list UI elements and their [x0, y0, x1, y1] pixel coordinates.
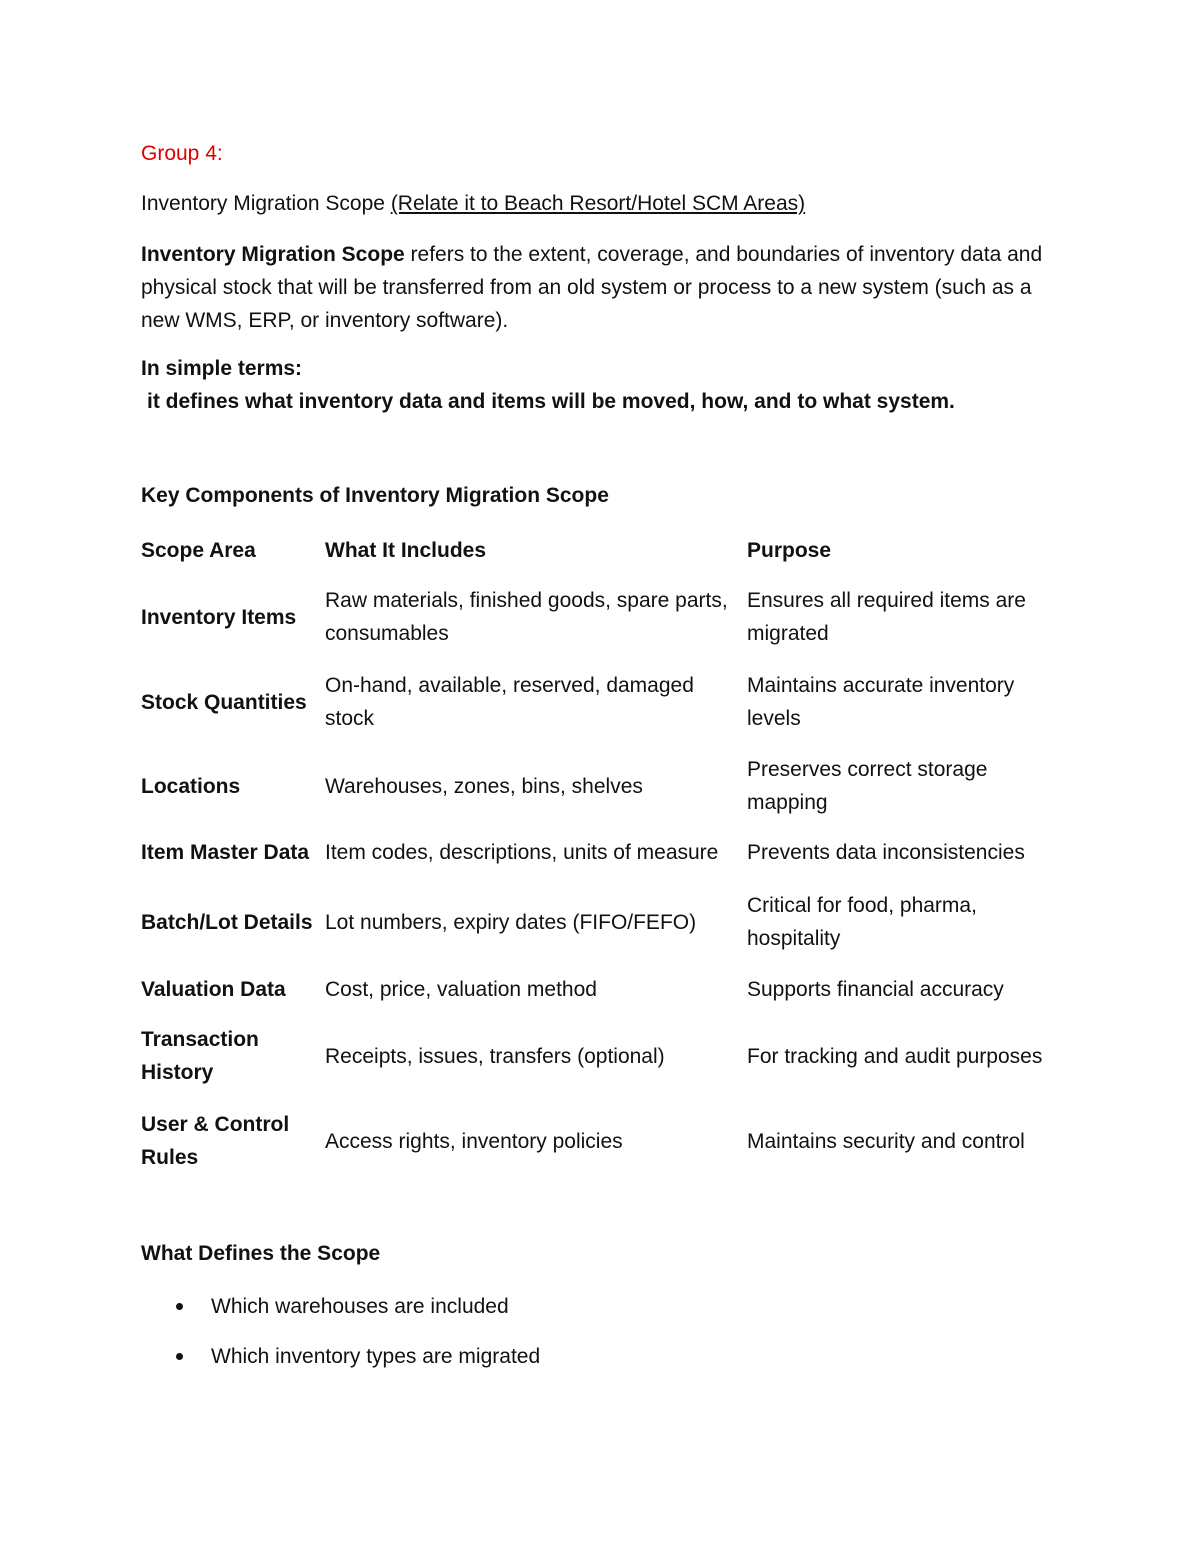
table-cell-includes: Raw materials, finished goods, spare parts, consumables [325, 589, 728, 645]
bullet-dot-icon [176, 1303, 183, 1310]
table-cell-scope-area: Stock Quantities [141, 690, 307, 714]
table-cell-includes: Lot numbers, expiry dates (FIFO/FEFO) [325, 910, 697, 934]
bullet-dot-icon [176, 1353, 183, 1360]
table-cell-includes: Item codes, descriptions, units of measure [325, 841, 719, 864]
table-header-cell: Scope Area [141, 539, 256, 562]
table-cell-scope-area: Item Master Data [141, 841, 310, 864]
table-cell-scope-area: Locations [141, 774, 241, 798]
table-cell-includes: Warehouses, zones, bins, shelves [325, 774, 643, 798]
table-cell-purpose: Preserves correct storage mapping [747, 758, 988, 814]
list-item: Which warehouses are included [211, 1295, 509, 1318]
title-main: Inventory Migration Scope [141, 192, 385, 215]
table-cell-scope-area: Batch/Lot Details [141, 910, 313, 934]
table-cell-scope-area: User & Control Rules [141, 1113, 290, 1169]
table-cell-scope-area: Inventory Items [141, 605, 297, 629]
title-note: (Relate it to Beach Resort/Hotel SCM Areas) [390, 192, 806, 215]
table-header-cell: What It Includes [325, 539, 487, 562]
table-cell-includes: Cost, price, valuation method [325, 978, 597, 1001]
simple-terms-text: it defines what inventory data and items will be moved, how, and to what system. [147, 390, 955, 413]
table-header-cell: Purpose [747, 539, 832, 562]
page-title [141, 192, 805, 216]
table-cell-purpose: Ensures all required items are migrated [747, 589, 1026, 645]
table-cell-purpose: Supports financial accuracy [747, 978, 1004, 1001]
table-cell-scope-area: Valuation Data [141, 978, 286, 1001]
list-item: Which inventory types are migrated [211, 1345, 541, 1368]
key-components-heading: Key Components of Inventory Migration Scope [141, 484, 609, 507]
table-cell-includes: On-hand, available, reserved, damaged stock [325, 674, 694, 730]
definition-term: Inventory Migration Scope [141, 243, 405, 266]
simple-terms-block [141, 352, 1081, 418]
definition-line-3: new WMS, ERP, or inventory software). [141, 309, 509, 332]
table-cell-purpose: Maintains security and control [747, 1129, 1025, 1153]
definition-line-2: physical stock that will be transferred from an old system or process to a new system (such as a [141, 276, 1032, 299]
table-cell-scope-area: Transaction History [141, 1028, 259, 1084]
defines-scope-heading: What Defines the Scope [141, 1242, 381, 1265]
definition-paragraph [141, 238, 1081, 337]
table-cell-purpose: Maintains accurate inventory levels [747, 674, 1015, 730]
table-cell-includes: Receipts, issues, transfers (optional) [325, 1044, 665, 1068]
simple-terms-label: In simple terms: [141, 357, 303, 380]
table-cell-includes: Access rights, inventory policies [325, 1129, 623, 1153]
table-cell-purpose: Critical for food, pharma, hospitality [747, 894, 977, 950]
group-label: Group 4: [141, 142, 223, 165]
table-cell-purpose: Prevents data inconsistencies [747, 841, 1025, 864]
definition-line-1: Inventory Migration Scope refers to the extent, coverage, and boundaries of inventory data and [141, 243, 1043, 266]
table-cell-purpose: For tracking and audit purposes [747, 1044, 1043, 1068]
